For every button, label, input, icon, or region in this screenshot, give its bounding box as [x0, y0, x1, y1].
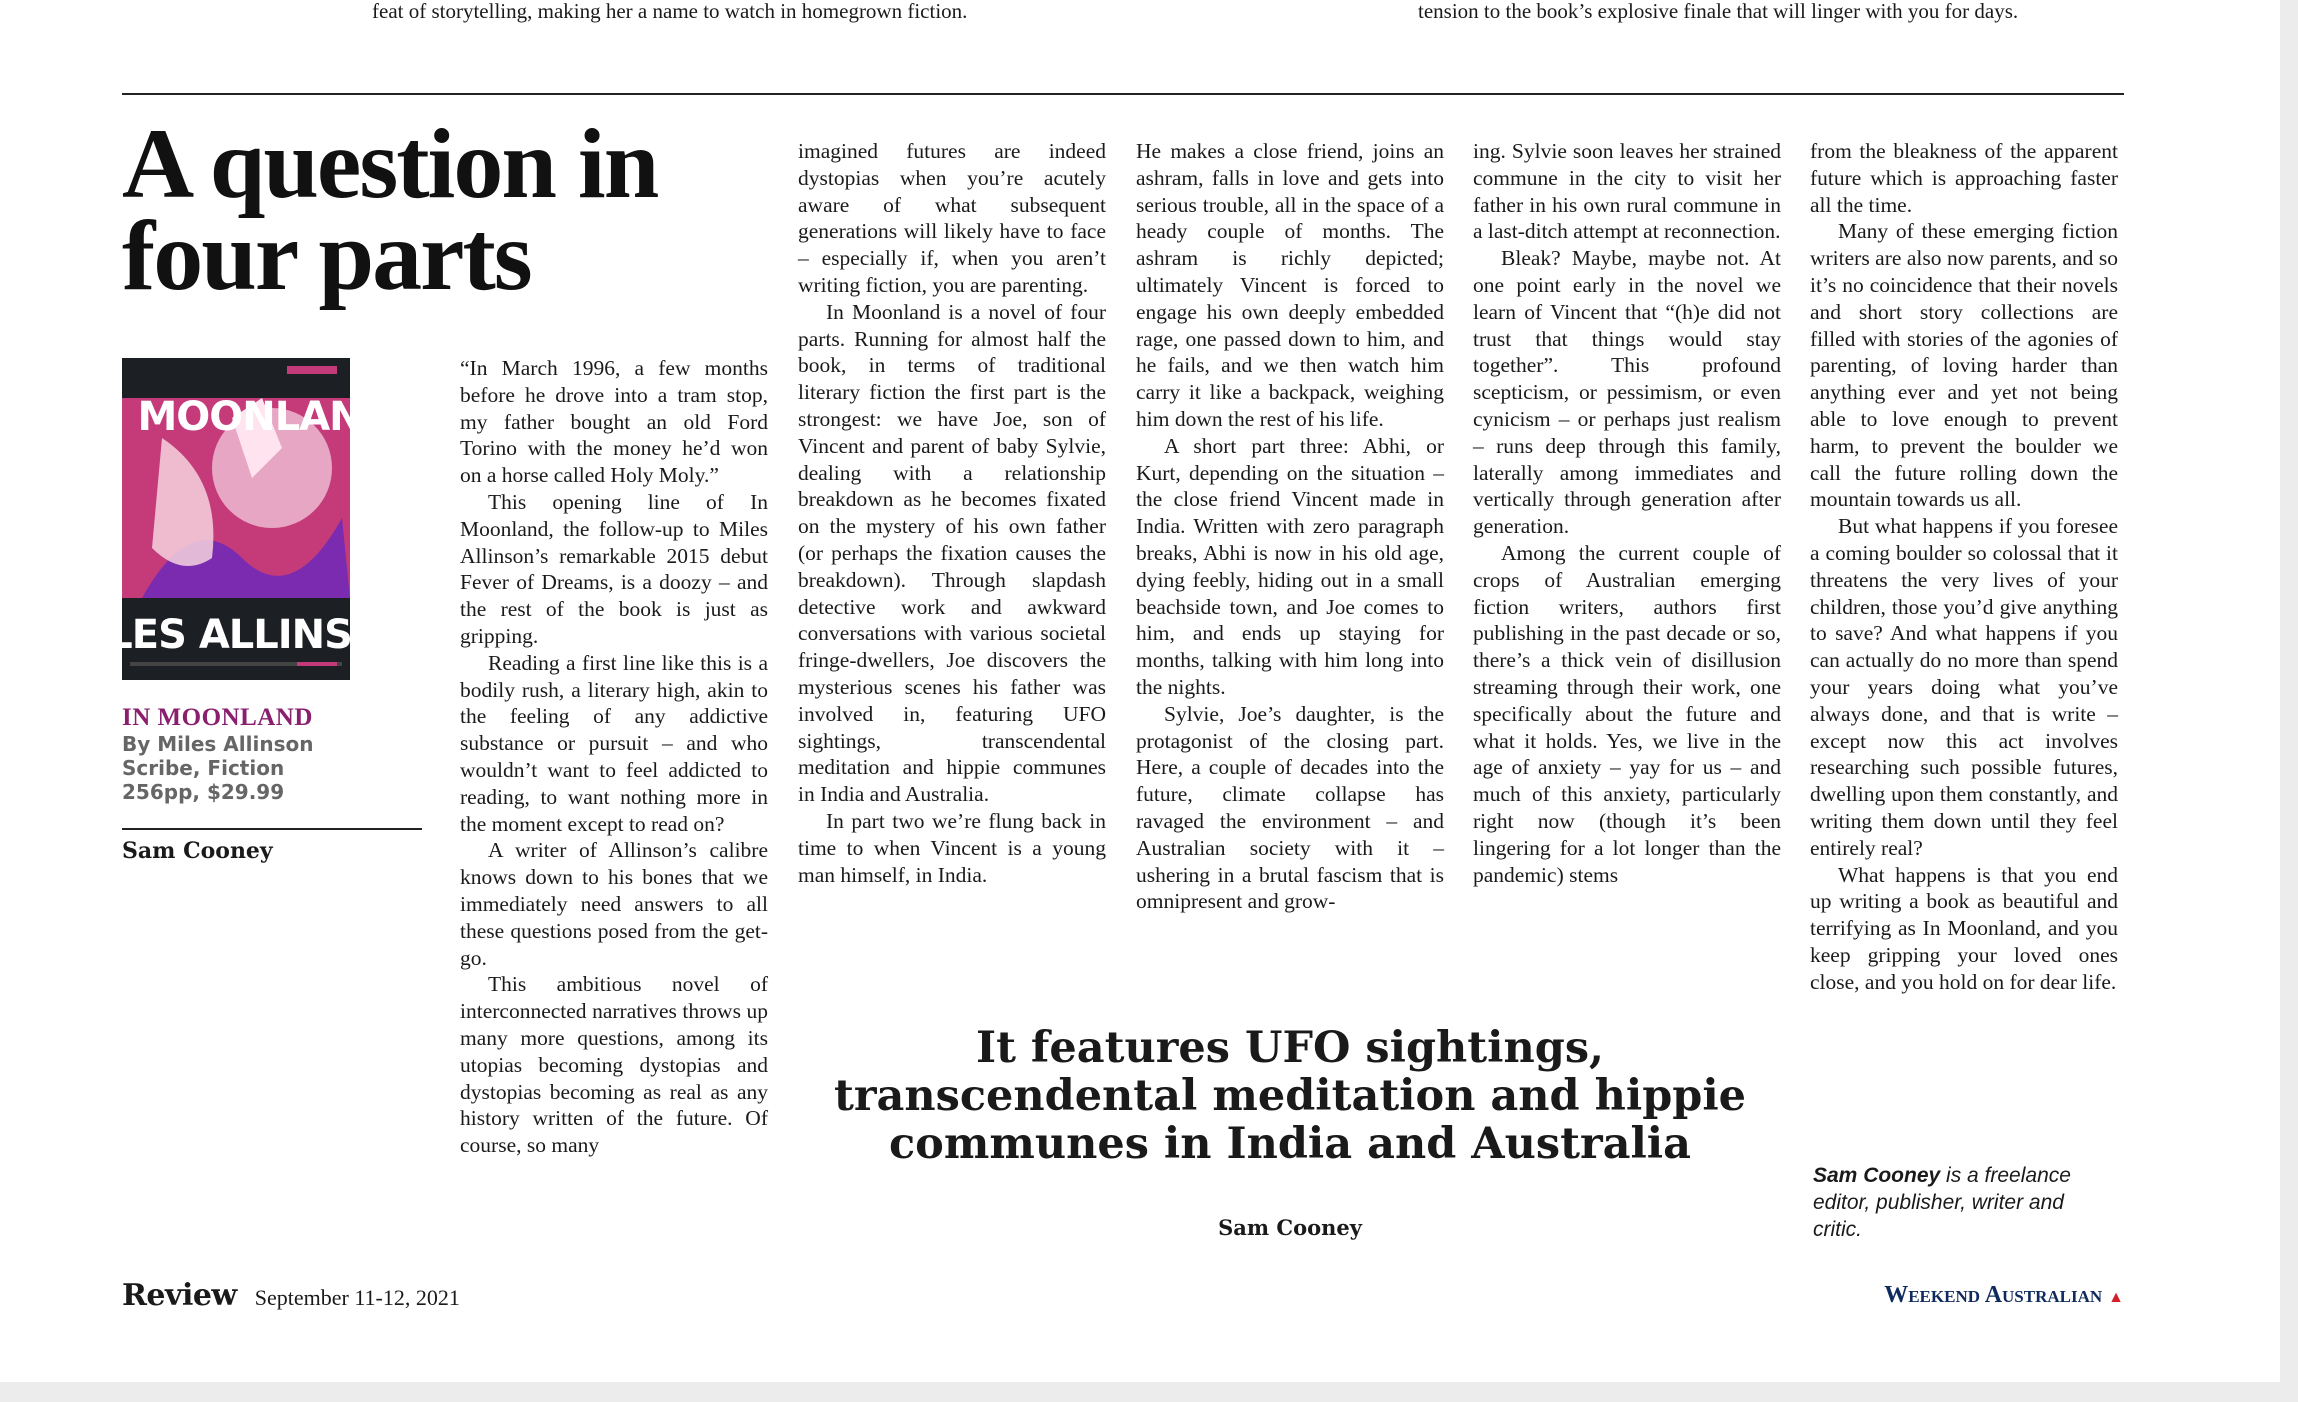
viewer-gutter-bottom: [0, 1382, 2298, 1402]
previous-article-fragment-left: feat of storytelling, making her a name to watch in homegrown fiction.: [372, 0, 968, 23]
paragraph: A writer of Allinson’s calibre knows down to his bones that we immediately need answers to all these questions posed from the get-go.: [460, 838, 768, 970]
article-column-2: [798, 138, 1106, 888]
article-column-3: [1136, 138, 1444, 915]
paragraph: Among the current couple of crops of Australian emerging fiction writers, authors first publishing in the past decade or so, there’s a thick vein of disillusion streaming through their work, one specifically about the future and what it holds. Yes, we live in the age of anxiety – yay for us – and much of this anxiety, particularly right now (though it’s been lingering for a lot longer than the pandemic) stems: [1473, 540, 1781, 887]
cover-title: IN MOONLAND: [78, 394, 394, 440]
paragraph: Bleak? Maybe, maybe not. At one point early in the novel we learn of Vincent that “(h)e did not trust that things would stay together”. This profound scepticism, or pessimism, or even cynicism – or perhaps just realism – runs deep through this family, laterally among immediates and vertically through generation after generation.: [1473, 246, 1781, 539]
byline-divider: [122, 828, 422, 830]
article-headline: A question in four parts: [122, 108, 658, 311]
section-logo: Review: [122, 1278, 237, 1313]
paragraph: “In March 1996, a few months before he drove into a tram stop, my father bought an old Ford Torino with the money he’d won on a horse called Holy Moly.”: [460, 356, 768, 488]
paragraph: ing. Sylvie soon leaves her strained commune in the city to visit her father in his own rural commune in a last-ditch attempt at reconnection.: [1473, 139, 1781, 244]
paragraph: In Moonland is a novel of four parts. Running for almost half the book, in terms of traditional literary fiction the first part is the strongest: we have Joe, son of Vincent and parent of baby Sylvie, dealing with a relationship breakdown as he becomes fixated on the mystery of his own father (or perhaps the fixation causes the breakdown). Through slapdash detective work and awkward conversations with various societal fringe-dwellers, Joe discovers the mysterious scenes his father was involved in, featuring UFO sightings, transcendental meditation and hippie communes in India and Australia.: [798, 299, 1106, 807]
paragraph: He makes a close friend, joins an ashram, falls in love and gets into serious trouble, all in the space of a heady couple of months. The ashram is richly depicted; ultimately Vincent is forced to engage his own deeply embedded rage, one passed down to him, and he fails, and we then watch him carry it like a backpack, weighing him down the rest of his life.: [1136, 139, 1444, 431]
pull-quote-byline: Sam Cooney: [1218, 1215, 1362, 1240]
book-info-title: IN MOONLAND: [122, 704, 313, 731]
book-cover-image: [54, 358, 418, 680]
section-divider: [122, 93, 2124, 95]
paragraph: In part two we’re flung back in time to when Vincent is a young man himself, in India.: [798, 808, 1106, 887]
paragraph: This opening line of In Moonland, the follow-up to Miles Allinson’s remarkable 2015 debut Fever of Dreams, is a doozy – and the rest of the book is just as gripping.: [460, 489, 768, 648]
cover-author: MILES ALLINSON: [54, 612, 418, 658]
book-info-price: 256pp, $29.99: [122, 780, 285, 804]
paragraph: A short part three: Abhi, or Kurt, depending on the situation – the close friend Vincent made in India. Written with zero paragraph breaks, Abhi is now in his old age, dying feebly, hiding out in a small beachside town, and Joe comes to him, and ends up staying for months, talking with him long into the nights.: [1136, 433, 1444, 699]
issue-date: September 11-12, 2021: [254, 1285, 460, 1310]
flame-icon: ▲: [2108, 1289, 2124, 1306]
author-bio-name: Sam Cooney: [1813, 1164, 1941, 1187]
book-info-publisher: Scribe, Fiction: [122, 756, 285, 780]
masthead-logo: [1830, 1282, 2124, 1309]
paragraph: imagined futures are indeed dystopias when you’re acutely aware of what subsequent generations will likely have to face – especially if, when you aren’t writing fiction, you are parenting.: [798, 139, 1106, 297]
paragraph: Many of these emerging fiction writers are also now parents, and so it’s no coincidence that their novels and short story collections are filled with stories of the agonies of parenting, of loving harder than anything ever and yet not being able to love enough to prevent harm, to prevent the boulder we call the future rolling down the mountain towards us all.: [1810, 219, 2118, 512]
article-column-5: [1810, 138, 2118, 996]
paragraph: This ambitious novel of interconnected narratives throws up many more questions, among its utopias becoming dystopias and dystopias becoming as real as any history written of the future. Of course, so many: [460, 972, 768, 1158]
reviewer-byline: Sam Cooney: [122, 838, 273, 864]
article-column-1: [460, 355, 768, 1159]
book-info-author: By Miles Allinson: [122, 732, 314, 756]
viewer-gutter-right: [2280, 0, 2298, 1402]
previous-article-fragment-right: tension to the book’s explosive finale that will linger with you for days.: [1418, 0, 2019, 23]
author-bio-text: is a freelance editor, publisher, writer and critic.: [1813, 1164, 2071, 1241]
masthead-text: Weekend Australian: [1884, 1282, 2103, 1308]
author-bio: [1813, 1162, 2103, 1243]
book-info-box: [122, 704, 422, 804]
paragraph: from the bleakness of the apparent future which is approaching faster all the time.: [1810, 139, 2118, 217]
paragraph: But what happens if you foresee a coming boulder so colossal that it threatens the very lives of your children, those you’d give anything to save? And what happens if you can actually do no more than spend your years doing what you’ve always done, and that is write – except now this act involves researching such possible futures, dwelling upon them constantly, and writing them down until they feel entirely real?: [1810, 514, 2118, 860]
paragraph: Sylvie, Joe’s daughter, is the protagonist of the closing part. Here, a couple of decades into the future, climate collapse has ravaged the environment – and Australian society with it – ushering in a brutal fascism that is omnipresent and grow-: [1136, 701, 1444, 914]
paragraph: What happens is that you end up writing a book as beautiful and terrifying as In Moonland, and you keep gripping your loved ones close, and you hold on for dear life.: [1810, 862, 2118, 994]
page-footer-left: [122, 1278, 460, 1313]
pull-quote: It features UFO sightings, transcendental meditation and hippie communes in India and Australia: [833, 1023, 1747, 1169]
article-column-4: [1473, 138, 1781, 888]
paragraph: Reading a first line like this is a bodily rush, a literary high, akin to the feeling of any addictive substance or pursuit – and who wouldn’t want to feel addicted to reading, to want nothing more in the moment except to read on?: [460, 650, 768, 836]
